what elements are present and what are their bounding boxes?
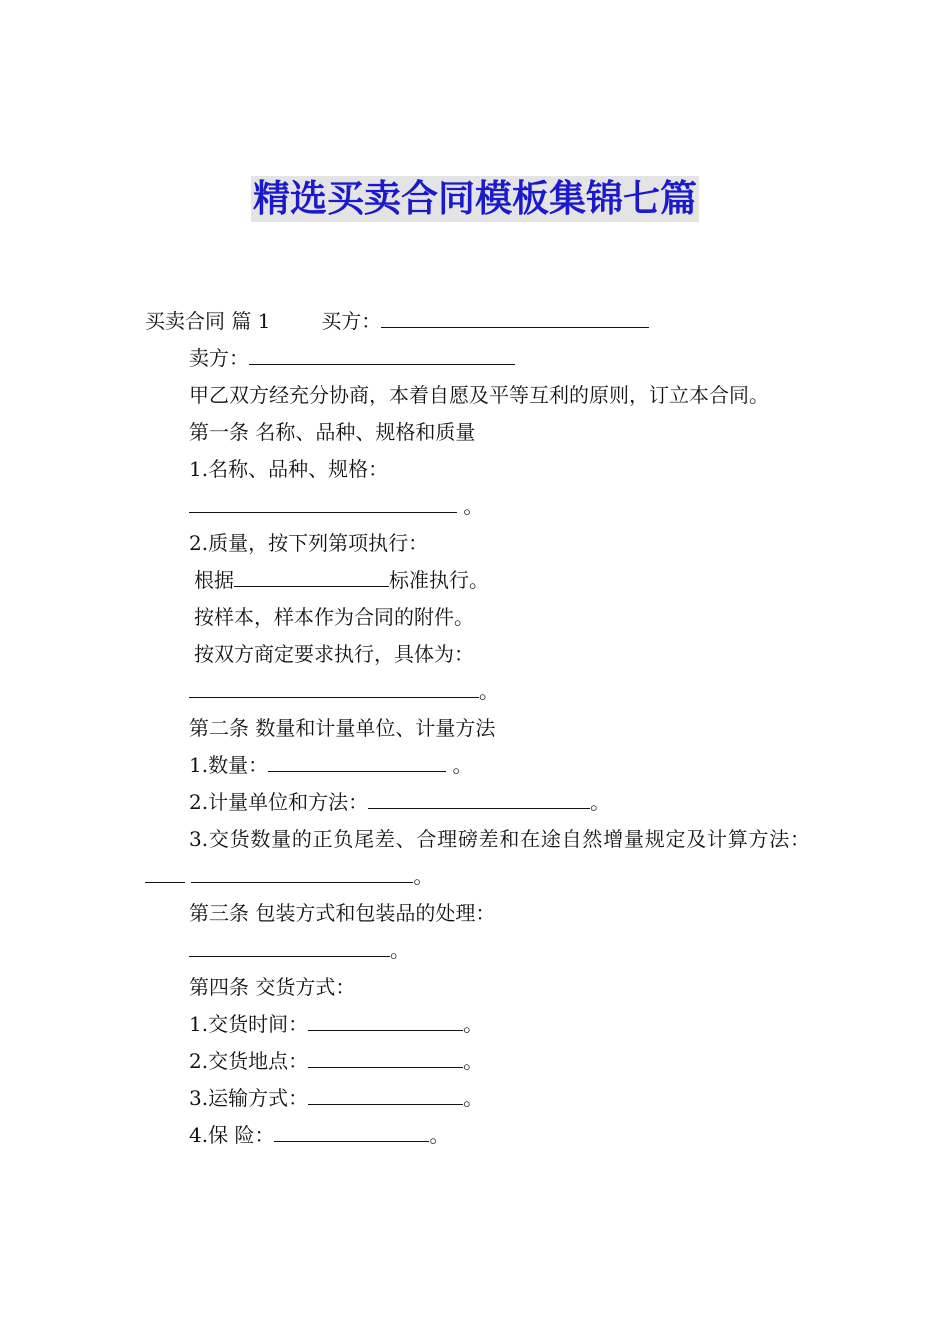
line-quality: 2.质量，按下列第项执行： [189, 531, 429, 555]
line-tolerance: 3.交货数量的正负尾差、合理磅差和在途自然增量规定及计算方法： 。 [145, 821, 810, 895]
insurance-blank [274, 1119, 429, 1142]
buyer-label: 买方： [321, 309, 382, 333]
agreed-blank [189, 675, 479, 698]
tolerance-blank-a [145, 860, 185, 883]
line-delivery-place: 2.交货地点： 。 [145, 1043, 810, 1080]
line-standard: 根据 标准执行。 [145, 562, 810, 599]
delivery-place-blank [308, 1045, 463, 1068]
line-transport: 3.运输方式： 。 [145, 1080, 810, 1117]
article-2-heading: 第二条 数量和计量单位、计量方法 [189, 716, 496, 740]
line-insurance: 4.保 险： 。 [145, 1117, 810, 1154]
line-agreed-blank: 。 [145, 673, 810, 710]
name-spec-blank [189, 490, 457, 513]
article-3-heading: 第三条 包装方式和包装品的处理： [189, 901, 496, 925]
line-seller [145, 340, 810, 377]
line-preamble: 甲乙双方经充分协商，本着自愿及平等互利的原则，订立本合同。 [189, 383, 769, 407]
title-block [0, 176, 950, 222]
line-buyer [145, 303, 810, 340]
line-packaging-blank: 。 [145, 932, 810, 969]
line-name-spec: 1.名称、品种、规格： [189, 457, 389, 481]
line-quantity: 1.数量： 。 [145, 747, 810, 784]
article-4-heading: 第四条 交货方式： [189, 975, 356, 999]
line-name-spec-blank: 。 [145, 488, 810, 525]
line-delivery-time: 1.交货时间： 。 [145, 1006, 810, 1043]
section-heading-1: 买卖合同 篇 1 [145, 309, 271, 333]
document-title: 精选买卖合同模板集锦七篇 [253, 177, 697, 220]
article-1-heading: 第一条 名称、品种、规格和质量 [189, 420, 476, 444]
tolerance-blank-b [191, 860, 413, 883]
contract-body [145, 303, 810, 1154]
quantity-blank [268, 749, 446, 772]
unit-method-blank [368, 786, 590, 809]
line-sample: 按样本，样本作为合同的附件。 [194, 605, 474, 629]
packaging-blank [189, 934, 390, 957]
seller-blank [249, 342, 515, 365]
standard-blank [234, 564, 389, 587]
line-agreed: 按双方商定要求执行，具体为： [194, 642, 474, 666]
buyer-blank [381, 305, 649, 328]
seller-label: 卖方： [189, 346, 249, 370]
line-unit-method: 2.计量单位和方法： 。 [145, 784, 810, 821]
delivery-time-blank [308, 1008, 463, 1031]
transport-blank [308, 1082, 463, 1105]
